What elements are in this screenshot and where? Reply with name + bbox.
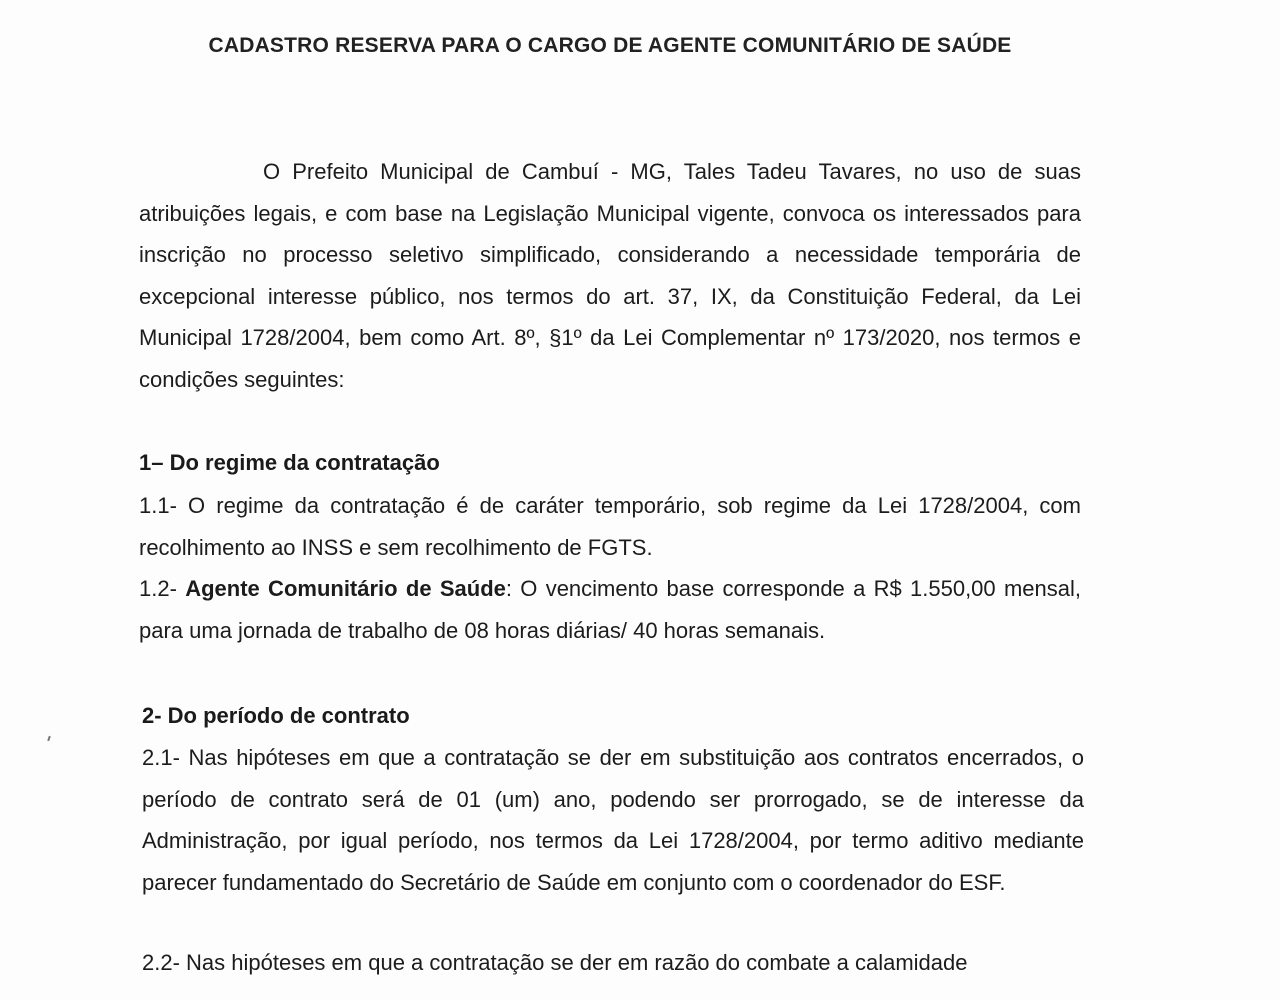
clause-1-2-role: Agente Comunitário de Saúde [185,576,506,601]
clause-1-2 [139,568,1081,651]
clause-1-1: 1.1- O regime da contratação é de caráter temporário, sob regime da Lei 1728/2004, com recolhimento ao INSS e sem recolhimento de FGTS. [139,493,1081,560]
section-1-heading: 1– Do regime da contratação [139,450,440,475]
intro-paragraph: O Prefeito Municipal de Cambuí - MG, Tales Tadeu Tavares, no uso de suas atribuições legais, e com base na Legislação Municipal vigente, convoca os interessados para inscrição no processo seletivo simplificado, considerando a necessidade temporária de excepcional interesse público, nos termos do art. 37, IX, da Constituição Federal, da Lei Municipal 1728/2004, bem como Art. 8º, §1º da Lei Complementar nº 173/2020, nos termos e condições seguintes: [139,159,1081,392]
clause-1-2-number: 1.2- [139,576,186,601]
clause-2-2: 2.2- Nas hipóteses em que a contratação se der em razão do combate a calamidade [142,950,968,975]
clause-2-1: 2.1- Nas hipóteses em que a contratação se der em substituição aos contratos encerrados, o período de contrato será de 01 (um) ano, podendo ser prorrogado, se de interesse da Administração, por igual período, nos termos da Lei 1728/2004, por termo aditivo mediante parecer fundamentado do Secretário de Saúde em conjunto com o coordenador do ESF. [142,745,1084,895]
scan-speck [47,736,51,741]
clause-1-2-text: : O vencimento base corresponde a R$ 1.550,00 mensal, para uma jornada de trabalho de 08 horas diárias/ 40 horas semanais. [139,576,1081,643]
section-2-heading: 2- Do período de contrato [142,703,410,728]
document-title: CADASTRO RESERVA PARA O CARGO DE AGENTE COMUNITÁRIO DE SAÚDE [208,34,1012,57]
